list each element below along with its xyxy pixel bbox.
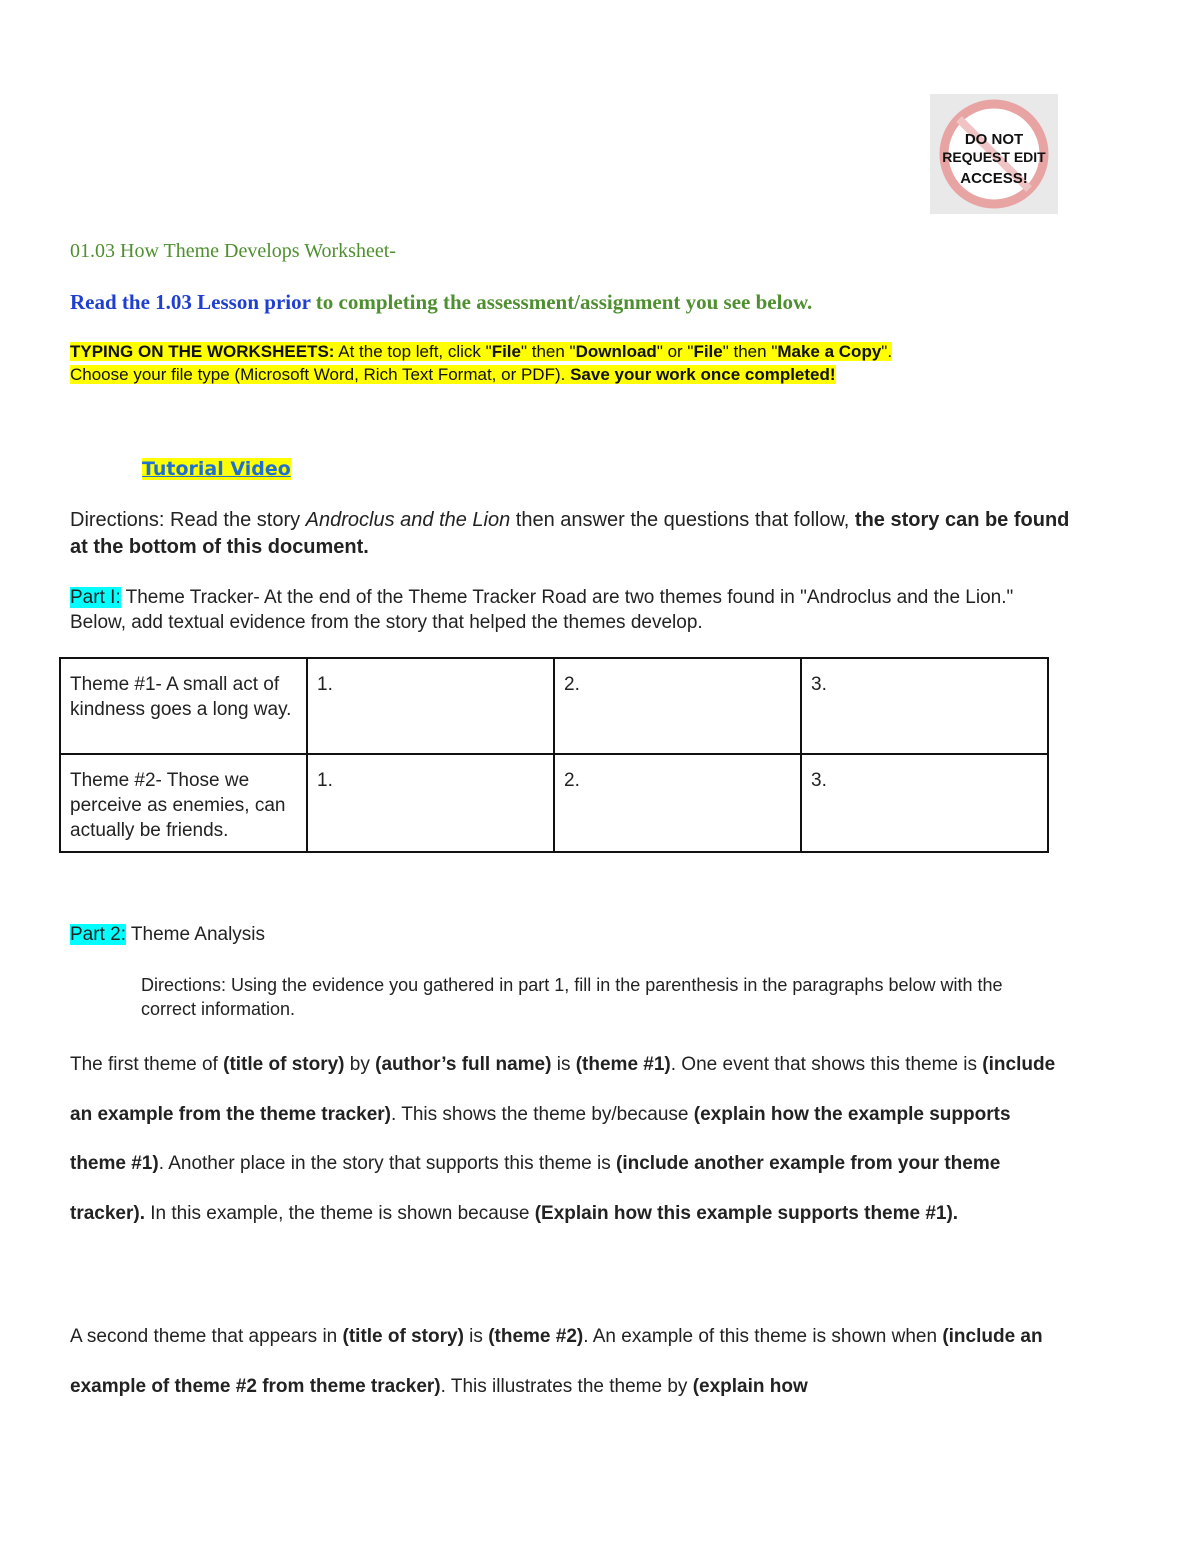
table-row [60,754,1048,852]
placeholder-text: (include an example of theme #2 from theme tracker) [70,1326,1043,1397]
part-2-heading [70,924,265,946]
evidence-cell[interactable]: 2. [554,754,801,852]
paragraph-text: In this example, the theme is shown because [145,1202,535,1224]
typing-label: TYPING ON THE WORKSHEETS: [70,342,335,361]
do-not-request-edit-badge [930,94,1058,214]
story-directions [70,507,1070,561]
typing-text: " or " [656,342,694,361]
paragraph-text: is [551,1054,576,1075]
placeholder-text: (include an example from the theme tracker) [70,1054,1056,1125]
evidence-cell[interactable]: 3. [801,754,1048,852]
placeholder-text: (title of story) [223,1054,345,1075]
paragraph-text: . This illustrates the theme by [440,1375,693,1397]
worksheet-title: 01.03 How Theme Develops Worksheet- [70,240,396,262]
tutorial-video-label[interactable]: Tutorial Video [142,458,291,480]
lesson-instruction [70,290,812,315]
paragraph-theme-1 [70,1040,1070,1238]
directions-text: Directions: Read the story [70,509,306,531]
placeholder-text: (theme #2) [488,1326,584,1347]
paragraph-text: by [344,1054,376,1075]
evidence-cell[interactable]: 2. [554,658,801,754]
typing-text: " then " [520,342,576,361]
part-2-text: Theme Analysis [125,924,266,945]
paragraph-text: . Another place in the story that supports this theme is [158,1153,617,1174]
placeholder-text: (explain how the example supports theme #1) [70,1103,1011,1174]
tutorial-video-link[interactable] [142,458,291,480]
lesson-instruction-rest: to completing the assessment/assignment you see below. [310,290,813,314]
typing-text: ". [881,342,893,361]
file-keyword: File [693,342,723,361]
placeholder-text: (title of story) [342,1326,464,1347]
no-sign-icon [930,94,1058,214]
part-2-label: Part 2: [70,924,126,945]
typing-instructions [70,340,1070,386]
directions-bold-text: the story can be found at the bottom of this document. [70,509,1070,558]
paragraph-text: The first theme of [70,1054,224,1075]
table-row [60,658,1048,754]
part-1-label: Part I: [70,587,121,608]
paragraph-text: is [463,1326,489,1347]
placeholder-text: (author’s full name) [375,1054,552,1075]
theme-tracker-table [59,657,1049,853]
typing-text: At the top left, click " [334,342,492,361]
placeholder-text: (theme #1) [575,1054,671,1075]
story-title: Androclus and the Lion [305,509,511,531]
placeholder-text: (explain how [692,1375,808,1397]
placeholder-text: (include another example from your theme tracker). [70,1153,1001,1224]
part-1-intro [70,585,1070,635]
placeholder-text: (Explain how this example supports theme #1). [534,1202,959,1224]
typing-text: " then " [722,342,778,361]
file-keyword: File [491,342,521,361]
lesson-link-text: Read the 1.03 Lesson prior [70,290,311,314]
evidence-cell[interactable]: 3. [801,658,1048,754]
theme-cell: Theme #1- A small act of kindness goes a long way. [60,658,307,754]
badge-line-3: ACCESS! [960,170,1028,187]
evidence-cell[interactable]: 1. [307,658,554,754]
paragraph-text: . An example of this theme is shown when [583,1326,943,1347]
part-2-directions: Directions: Using the evidence you gathered in part 1, fill in the parenthesis in the paragraphs below with the correct information. [141,975,1003,1019]
make-copy-keyword: Make a Copy [777,342,882,361]
evidence-cell[interactable]: 1. [307,754,554,852]
badge-line-1: DO NOT [964,131,1024,148]
file-type-text: Choose your file type (Microsoft Word, Rich Text Format, or PDF). [70,365,571,384]
save-work-text: Save your work once completed! [570,365,836,384]
paragraph-text: A second theme that appears in [70,1326,343,1347]
badge-line-2: REQUEST EDIT [942,149,1046,165]
part-1-text: Theme Tracker- At the end of the Theme Tracker Road are two themes found in "Androclus and the Lion." Below, add textual evidence from the story that helped the themes develop. [70,587,1014,633]
paragraph-text: . This shows the theme by/because [391,1103,694,1125]
download-keyword: Download [575,342,657,361]
paragraph-text: . One event that shows this theme is [670,1054,983,1075]
theme-cell: Theme #2- Those we perceive as enemies, can actually be friends. [60,754,307,852]
directions-text: then answer the questions that follow, [510,509,855,531]
paragraph-theme-2 [70,1312,1070,1411]
